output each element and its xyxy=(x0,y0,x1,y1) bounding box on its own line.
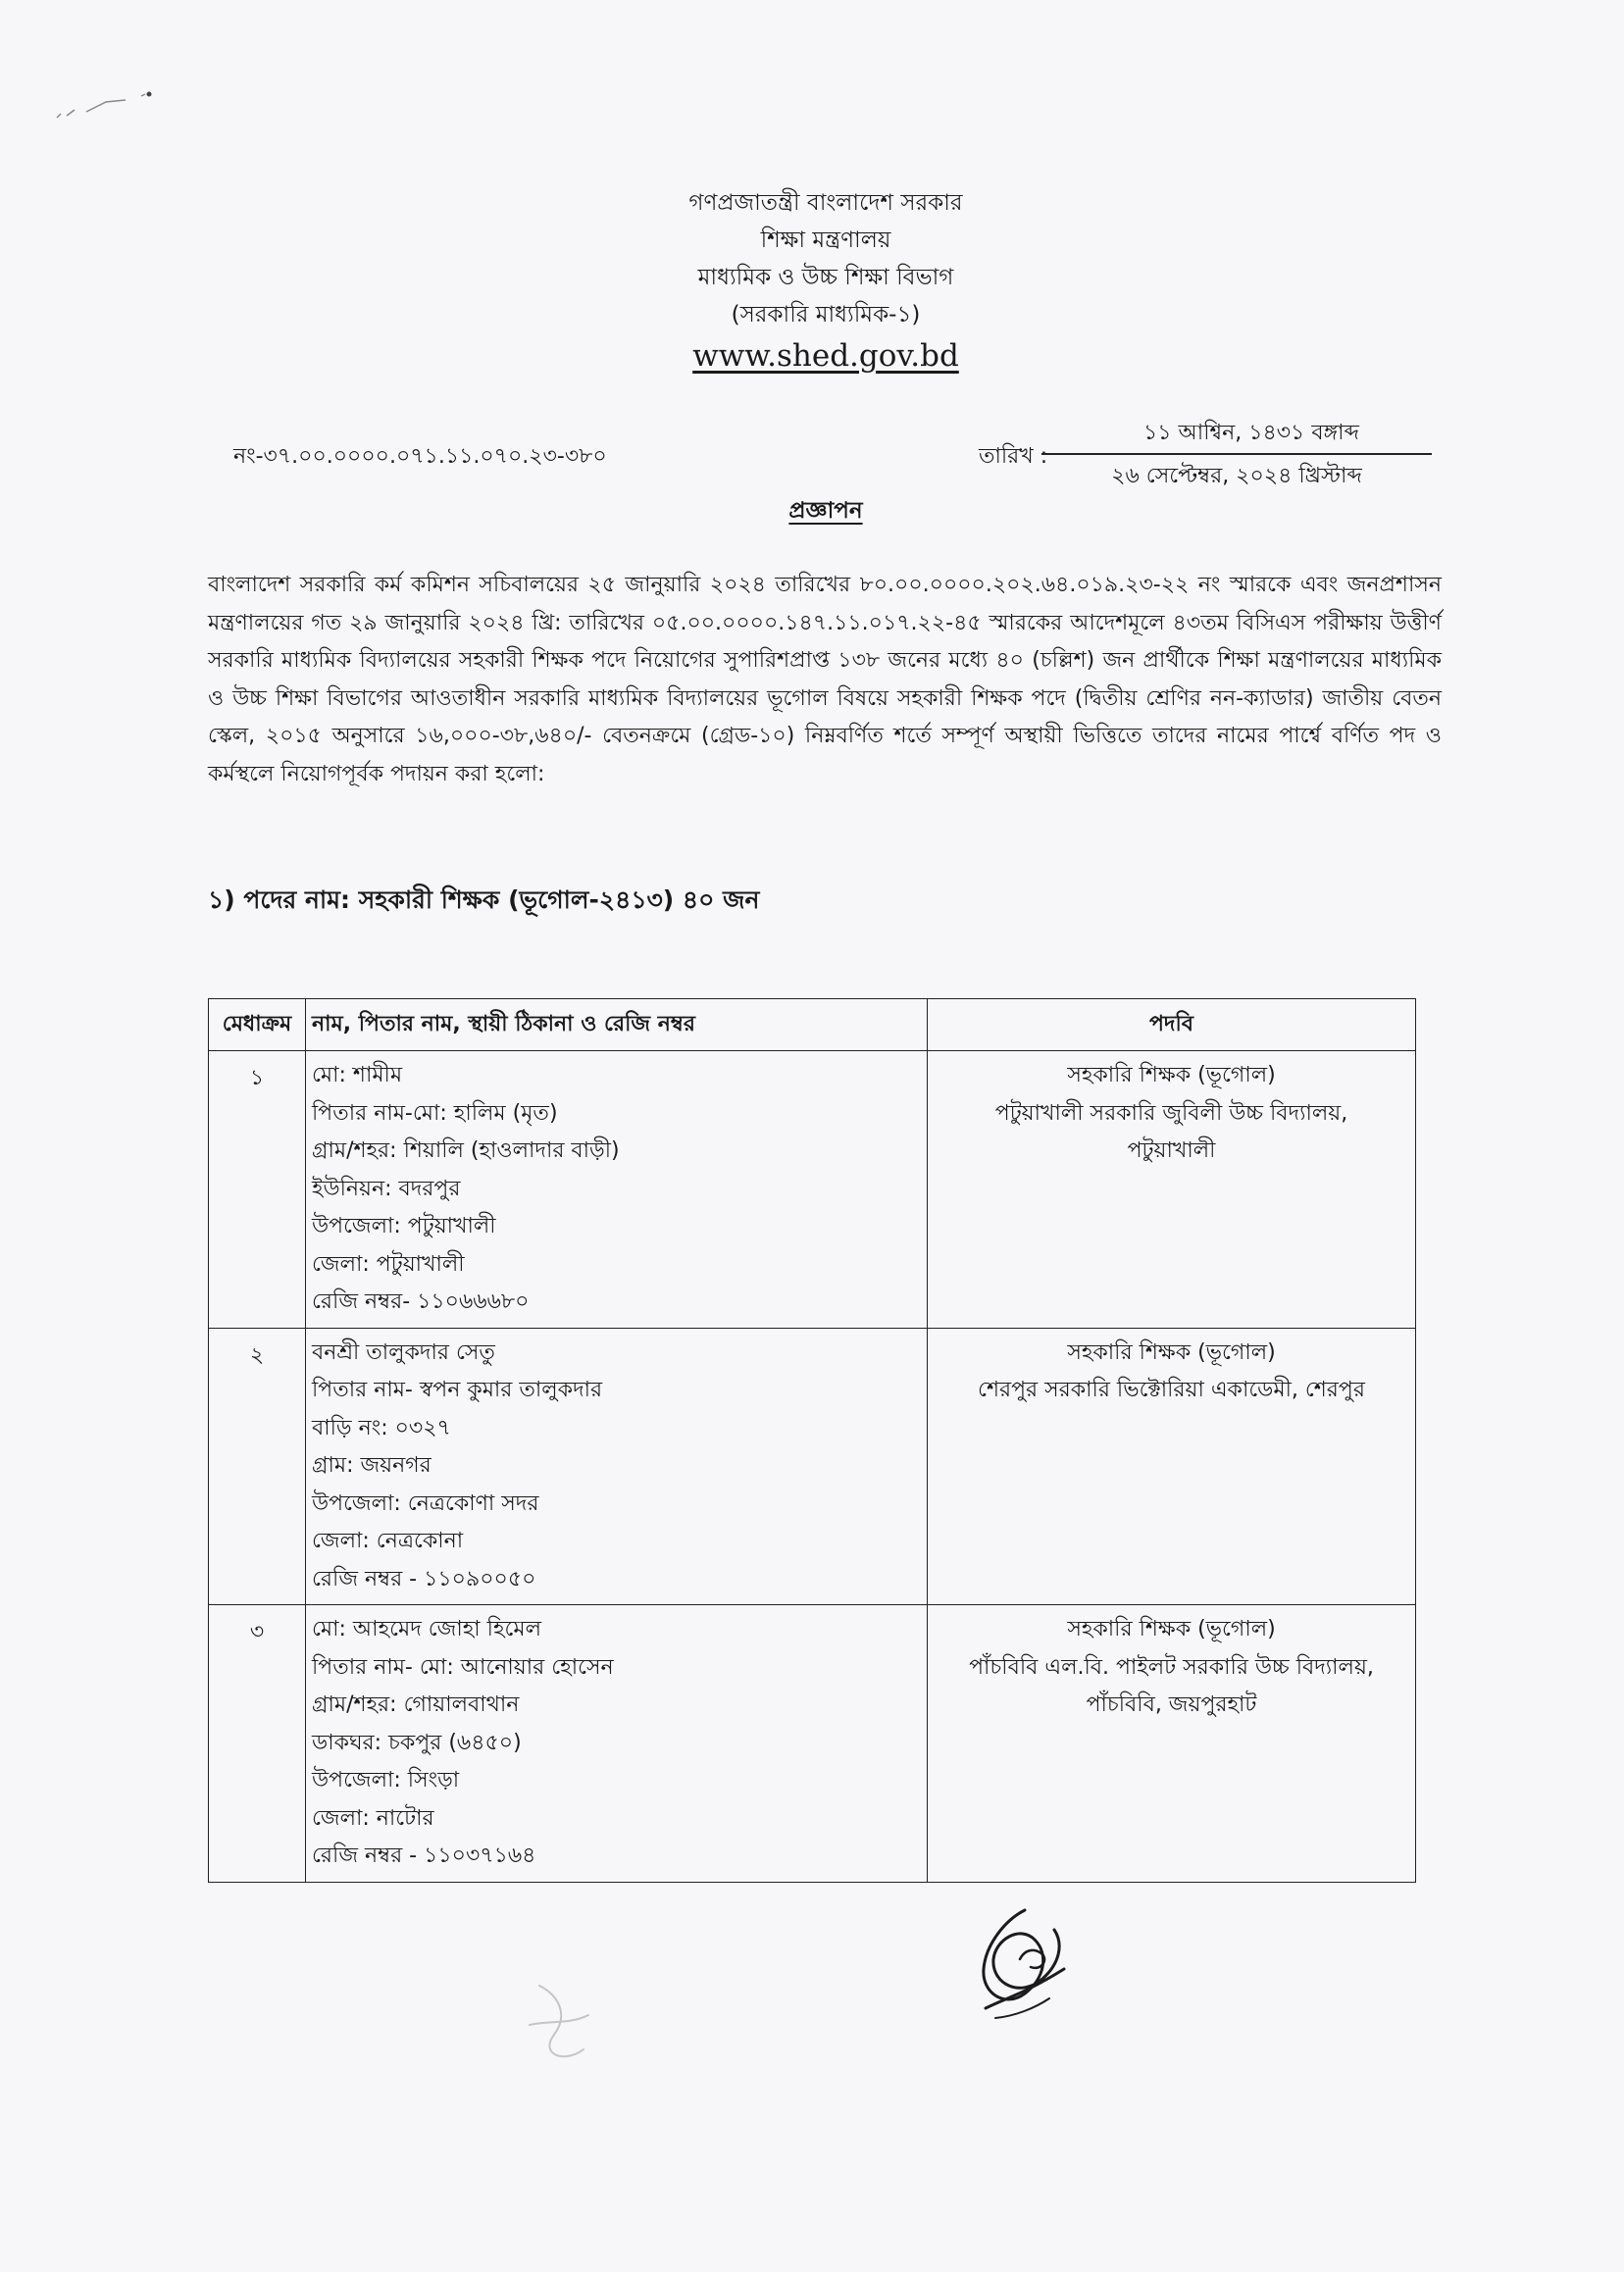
candidate-info xyxy=(306,1051,928,1329)
address-line: জেলা: নেত্রকোনা xyxy=(312,1529,464,1553)
address-line: গ্রাম: জয়নগর xyxy=(312,1453,431,1478)
memo-number: নং-৩৭.০০.০০০০.০৭১.১১.০৭০.২৩-৩৮০ xyxy=(233,444,607,469)
table-row xyxy=(209,1051,1416,1329)
scan-artifact xyxy=(47,88,165,127)
date-block xyxy=(1041,416,1432,494)
address-line: উপজেলা: পটুয়াখালী xyxy=(312,1214,496,1238)
merit-serial: ২ xyxy=(209,1328,306,1605)
workplace-line: পাঁচবিবি এল.বি. পাইলট সরকারি উচ্চ বিদ্যালয়, xyxy=(969,1654,1374,1680)
faint-signature-mark xyxy=(510,1966,608,2084)
address-line: জেলা: পটুয়াখালী xyxy=(312,1251,465,1277)
table-header-row xyxy=(209,999,1416,1051)
father-name: পিতার নাম- মো: আনোয়ার হোসেন xyxy=(312,1654,614,1680)
registration-number: রেজি নম্বর - ১১০৯০০৫০ xyxy=(312,1566,536,1591)
candidate-info xyxy=(306,1605,928,1883)
workplace-line: পাঁচবিবি, জয়পুরহাট xyxy=(1086,1692,1257,1717)
notice-title xyxy=(0,492,1624,530)
table-row xyxy=(209,1605,1416,1883)
merit-serial: ১ xyxy=(209,1051,306,1329)
registration-number: রেজি নম্বর- ১১০৬৬৬৮০ xyxy=(312,1289,530,1314)
website-link[interactable]: www.shed.gov.bd xyxy=(692,338,959,374)
letterhead xyxy=(0,184,1624,379)
section-heading: ১) পদের নাম: সহকারী শিক্ষক (ভূগোল-২৪১৩) ৪০ জন xyxy=(208,885,760,914)
workplace-line: শেরপুর সরকারি ভিক্টোরিয়া একাডেমী, শেরপুর xyxy=(978,1378,1365,1402)
address-line: গ্রাম/শহর: গোয়ালবাথান xyxy=(312,1692,520,1717)
address-line: ইউনিয়ন: বদরপুর xyxy=(312,1176,461,1201)
workplace-line: পটুয়াখালী সরকারি জুবিলী উচ্চ বিদ্যালয়, xyxy=(994,1100,1348,1126)
address-line: উপজেলা: নেত্রকোণা সদর xyxy=(312,1490,539,1516)
header-info: নাম, পিতার নাম, স্থায়ী ঠিকানা ও রেজি নম্বর xyxy=(306,999,928,1051)
appointment-table xyxy=(208,998,1416,1883)
address-line: গ্রাম/শহর: শিয়ালি (হাওলাদার বাড়ী) xyxy=(312,1138,620,1163)
registration-number: রেজি নম্বর - ১১০৩৭১৬৪ xyxy=(312,1843,536,1868)
designation-title: সহকারি শিক্ষক (ভূগোল) xyxy=(1067,1339,1276,1365)
designation-title: সহকারি শিক্ষক (ভূগোল) xyxy=(1067,1063,1276,1087)
branch-name: (সরকারি মাধ্যমিক-১) xyxy=(731,302,921,328)
designation-cell xyxy=(928,1605,1416,1883)
division-name: মাধ্যমিক ও উচ্চ শিক্ষা বিভাগ xyxy=(697,265,954,290)
date-label: তারিখ : xyxy=(979,444,1048,469)
designation-title: সহকারি শিক্ষক (ভূগোল) xyxy=(1067,1617,1276,1641)
table-row xyxy=(209,1328,1416,1605)
designation-cell xyxy=(928,1328,1416,1605)
workplace-line: পটুয়াখালী xyxy=(1127,1138,1216,1163)
government-name: গণপ্রজাতন্ত্রী বাংলাদেশ সরকার xyxy=(688,190,963,216)
merit-serial: ৩ xyxy=(209,1605,306,1883)
address-line: ডাকঘর: চকপুর (৬৪৫০) xyxy=(312,1730,522,1755)
signature xyxy=(966,1900,1074,2028)
father-name: পিতার নাম- স্বপন কুমার তালুকদার xyxy=(312,1378,603,1402)
address-line: বাড়ি নং: ০৩২৭ xyxy=(312,1415,451,1440)
candidate-name: মো: আহমেদ জোহা হিমেল xyxy=(312,1617,541,1641)
header-designation: পদবি xyxy=(928,999,1416,1051)
notice-body: বাংলাদেশ সরকারি কর্ম কমিশন সচিবালয়ের ২৫ জানুয়ারি ২০২৪ তারিখের ৮০.০০.০০০০.২০২.৬৪.০১৯.২৩-২২ নং স্মারকে এবং জনপ্রশাসন মন্ত্রণালয়ের গত ২৯ জানুয়ারি ২০২৪ খ্রি: তারিখের ০৫.০০.০০০০.১৪৭.১১.০১৭.২২-৪৫ স্মারকের আদেশমূলে ৪৩তম বিসিএস পরীক্ষায় উত্তীর্ণ সরকারি মাধ্যমিক বিদ্যালয়ের সহকারী শিক্ষক পদে নিয়োগের সুপারিশপ্রাপ্ত ১৩৮ জনের মধ্যে ৪০ (চল্লিশ) জন প্রার্থীকে শিক্ষা মন্ত্রণালয়ের মাধ্যমিক ও উচ্চ শিক্ষা বিভাগের আওতাধীন সরকারি মাধ্যমিক বিদ্যালয়ের ভূগোল বিষয়ে সহকারী শিক্ষক পদে (দ্বিতীয় শ্রেণির নন-ক্যাডার) জাতীয় বেতন স্কেল, ২০১৫ অনুসারে ১৬,০০০-৩৮,৬৪০/- বেতনক্রমে (গ্রেড-১০) নিম্নবর্ণিত শর্তে সম্পূর্ণ অস্থায়ী ভিত্তিতে তাদের নামের পার্শ্বে বর্ণিত পদ ও কর্মস্থলে নিয়োগপূর্বক পদায়ন করা হলো: xyxy=(208,573,1442,786)
date-english: ২৬ সেপ্টেম্বর, ২০২৪ খ্রিস্টাব্দ xyxy=(1111,464,1362,488)
date-bangla: ১১ আশ্বিন, ১৪৩১ বঙ্গাব্দ xyxy=(1041,416,1432,455)
address-line: জেলা: নাটোর xyxy=(312,1805,434,1831)
candidate-name: মো: শামীম xyxy=(312,1063,403,1087)
ministry-name: শিক্ষা মন্ত্রণালয় xyxy=(760,227,891,253)
notice-title-text: প্রজ্ঞাপন xyxy=(788,498,863,524)
address-line: উপজেলা: সিংড়া xyxy=(312,1768,460,1792)
candidate-name: বনশ্রী তালুকদার সেতু xyxy=(312,1339,495,1365)
father-name: পিতার নাম-মো: হালিম (মৃত) xyxy=(312,1100,558,1126)
header-merit: মেধাক্রম xyxy=(209,999,306,1051)
candidate-info xyxy=(306,1328,928,1605)
designation-cell xyxy=(928,1051,1416,1329)
